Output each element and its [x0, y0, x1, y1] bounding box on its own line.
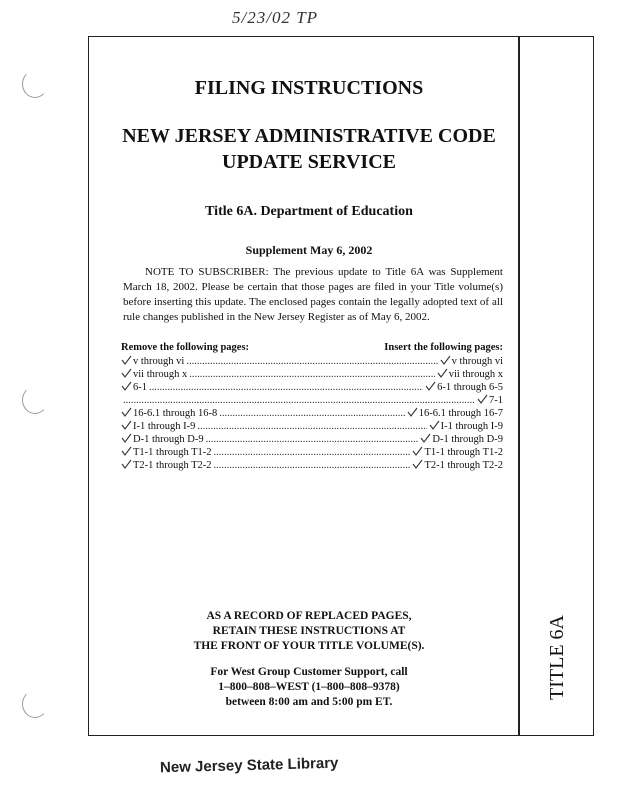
leader-dots	[186, 355, 437, 368]
insert-header: Insert the following pages:	[384, 342, 503, 353]
remove-pages: 16-6.1 through 16-8	[133, 408, 218, 419]
check-mark-icon	[412, 459, 423, 469]
insert-entry	[420, 433, 503, 446]
insert-entry	[407, 407, 503, 420]
check-mark-icon	[425, 381, 436, 391]
check-mark-icon	[429, 420, 440, 430]
side-tab	[537, 592, 577, 722]
check-mark-icon	[121, 459, 132, 469]
handwritten-date: 5/23/02 TP	[232, 8, 319, 27]
insert-pages: 7-1	[489, 395, 503, 406]
remove-entry	[121, 407, 217, 420]
leader-dots	[149, 381, 423, 394]
library-stamp: New Jersey State Library	[159, 754, 339, 777]
code-title	[103, 123, 515, 175]
remove-pages: v through vi	[133, 356, 185, 367]
remove-pages: vii through x	[133, 369, 188, 380]
supplement-date: Supplement May 6, 2002	[245, 243, 373, 257]
check-mark-icon	[121, 368, 132, 378]
leader-dots	[214, 459, 411, 472]
insert-entry	[412, 459, 503, 472]
check-mark-icon	[477, 394, 488, 404]
insert-pages: D-1 through D-9	[432, 434, 503, 445]
insert-entry	[429, 420, 503, 433]
customer-support	[117, 665, 501, 710]
side-tab-label: TITLE 6A	[545, 614, 568, 700]
binder-hole-bottom	[22, 690, 48, 718]
leader-dots	[214, 446, 411, 459]
remove-entry	[121, 446, 212, 459]
list-row	[121, 394, 503, 407]
title-subject: Title 6A. Department of Education	[205, 204, 413, 219]
check-mark-icon	[440, 355, 451, 365]
remove-entry	[121, 420, 195, 433]
insert-entry	[412, 446, 503, 459]
insert-entry	[477, 394, 503, 407]
insert-pages: vii through x	[448, 369, 503, 380]
remove-entry	[121, 459, 212, 472]
check-mark-icon	[121, 433, 132, 443]
record-line: AS A RECORD OF REPLACED PAGES,	[206, 610, 412, 622]
code-title-line2: UPDATE SERVICE	[222, 151, 396, 173]
check-mark-icon	[121, 355, 132, 365]
check-mark-icon	[121, 420, 132, 430]
list-row	[121, 459, 503, 472]
remove-entry	[121, 433, 204, 446]
insert-pages: T2-1 through T2-2	[424, 460, 503, 471]
check-mark-icon	[121, 446, 132, 456]
tab-divider	[518, 37, 520, 735]
remove-pages: 6-1	[133, 382, 147, 393]
note-to-subscriber: NOTE TO SUBSCRIBER: The previous update to Title 6A was Supplement March 18, 2002. Please be certain that those pages are filed in your Title volume(s) before inserting this update. The enclosed pages contain the legally adopted text of all rule changes published in the New Jersey Register as of May 6, 2002.	[123, 266, 503, 323]
check-mark-icon	[437, 368, 448, 378]
page-title: FILING INSTRUCTIONS	[194, 77, 424, 99]
check-mark-icon	[121, 407, 132, 417]
remove-entry	[121, 355, 184, 368]
check-mark-icon	[121, 381, 132, 391]
insert-entry	[437, 368, 503, 381]
page-frame	[88, 36, 594, 736]
binder-hole-middle	[22, 386, 48, 414]
record-instructions	[117, 609, 501, 654]
list-row	[121, 433, 503, 446]
leader-dots	[123, 394, 475, 407]
leader-dots	[189, 368, 435, 381]
remove-pages: D-1 through D-9	[133, 434, 204, 445]
code-title-line1: NEW JERSEY ADMINISTRATIVE CODE	[122, 125, 496, 147]
page-rows	[121, 355, 503, 472]
remove-pages: T2-1 through T2-2	[133, 460, 212, 471]
list-row	[121, 420, 503, 433]
insert-pages: 16-6.1 through 16-7	[418, 408, 503, 419]
record-line: THE FRONT OF YOUR TITLE VOLUME(S).	[193, 640, 425, 652]
support-phone: 1–800–808–WEST (1–800–808–9378)	[218, 681, 400, 693]
list-row	[121, 446, 503, 459]
insert-pages: T1-1 through T1-2	[424, 447, 503, 458]
list-row	[121, 381, 503, 394]
leader-dots	[197, 420, 426, 433]
list-row	[121, 355, 503, 368]
list-row	[121, 407, 503, 420]
support-line: For West Group Customer Support, call	[210, 666, 408, 678]
remove-header: Remove the following pages:	[121, 342, 250, 353]
check-mark-icon	[407, 407, 418, 417]
insert-pages: 6-1 through 6-5	[437, 382, 503, 393]
list-row	[121, 368, 503, 381]
leader-dots	[219, 407, 404, 420]
page-lists	[121, 342, 503, 472]
insert-entry	[425, 381, 503, 394]
insert-pages: v through vi	[451, 356, 503, 367]
remove-entry	[121, 381, 147, 394]
leader-dots	[206, 433, 419, 446]
remove-entry	[121, 368, 187, 381]
support-hours: between 8:00 am and 5:00 pm ET.	[225, 696, 393, 708]
check-mark-icon	[412, 446, 423, 456]
record-line: RETAIN THESE INSTRUCTIONS AT	[212, 625, 406, 637]
binder-hole-top	[22, 70, 48, 98]
list-headers	[121, 342, 503, 355]
insert-entry	[440, 355, 503, 368]
remove-pages: T1-1 through T1-2	[133, 447, 212, 458]
insert-pages: I-1 through I-9	[440, 421, 503, 432]
check-mark-icon	[420, 433, 431, 443]
remove-pages: I-1 through I-9	[133, 421, 196, 432]
